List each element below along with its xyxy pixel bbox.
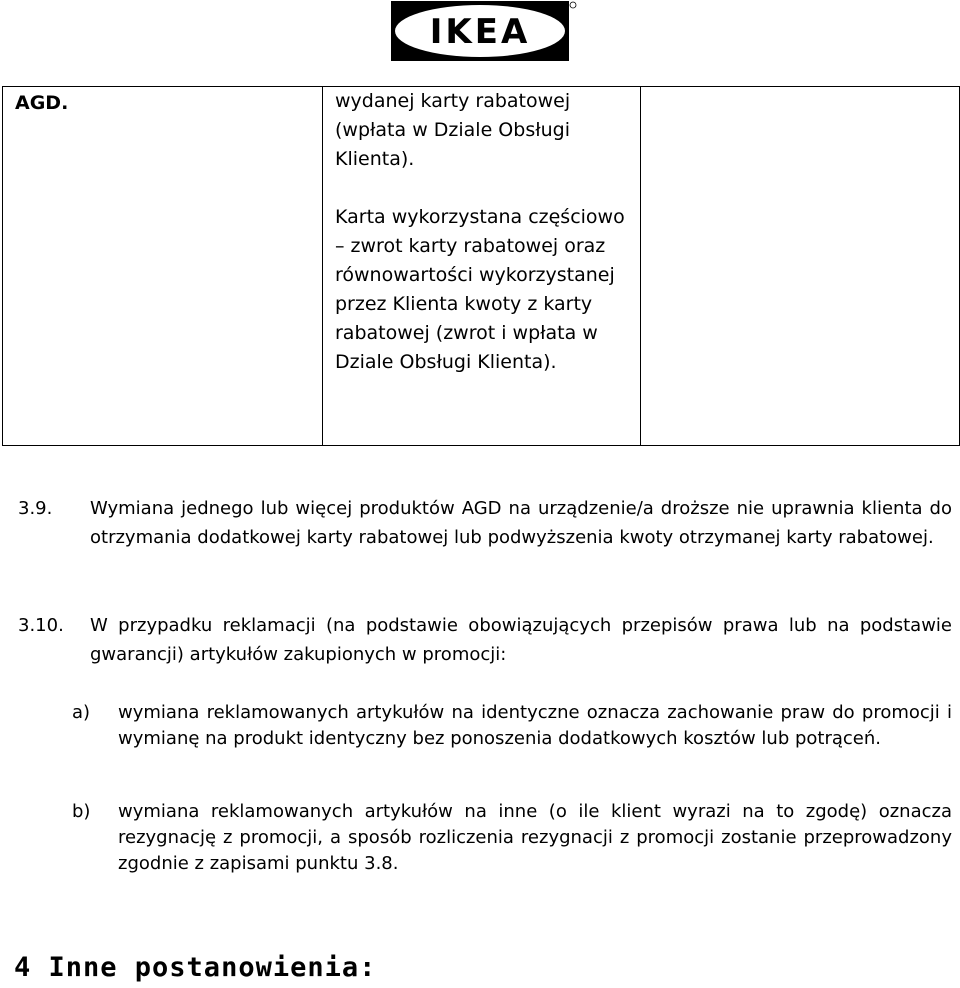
table-row — [3, 87, 960, 446]
section-heading: 4 Inne postanowienia: — [14, 952, 377, 983]
section-text: Wymiana jednego lub więcej produktów AGD na urządzenie/a droższe nie uprawnia klienta do otrzymania dodatkowej karty rabatowej lub podwyższenia kwoty otrzymanej karty rabatowej. — [90, 498, 952, 548]
section-number: 3.9. — [18, 498, 53, 519]
list-marker: b) — [72, 801, 91, 822]
section-number: 3.10. — [18, 615, 64, 636]
table-cell-category — [3, 87, 323, 446]
registered-mark-icon — [570, 2, 576, 8]
list-item-text: wymiana reklamowanych artykułów na identyczne oznacza zachowanie praw do promocji i wymianę na produkt identyczny bez ponoszenia dodatkowych kosztów lub potrąceń. — [118, 702, 952, 749]
description-paragraph: Karta wykorzystana częściowo – zwrot karty rabatowej oraz równowartości wykorzystanej przez Klienta kwoty z karty rabatowej (zwrot i wpłata w Dziale Obsługi Klienta). — [335, 206, 625, 373]
list-item — [72, 799, 952, 877]
table-cell-description — [323, 87, 641, 446]
ikea-logo-graphic — [391, 1, 577, 61]
section-3-9 — [18, 494, 952, 552]
promotion-table — [2, 86, 960, 446]
list-item — [72, 700, 952, 752]
category-label: AGD. — [15, 92, 69, 114]
logo-wordmark: IKEA — [429, 12, 531, 52]
ikea-logo — [391, 1, 577, 61]
description-paragraph: wydanej karty rabatowej (wpłata w Dziale Obsługi Klienta). — [335, 90, 571, 170]
section-3-10 — [18, 611, 952, 669]
table-cell-empty — [641, 87, 960, 446]
list-item-text: wymiana reklamowanych artykułów na inne (o ile klient wyrazi na to zgodę) oznacza rezygnację z promocji, a sposób rozliczenia rezygnacji z promocji zostanie przeprowadzony zgodnie z zapisami punktu 3.8. — [118, 801, 952, 874]
section-text: W przypadku reklamacji (na podstawie obowiązujących przepisów prawa lub na podstawie gwarancji) artykułów zakupionych w promocji: — [90, 615, 952, 665]
list-marker: a) — [72, 702, 91, 723]
